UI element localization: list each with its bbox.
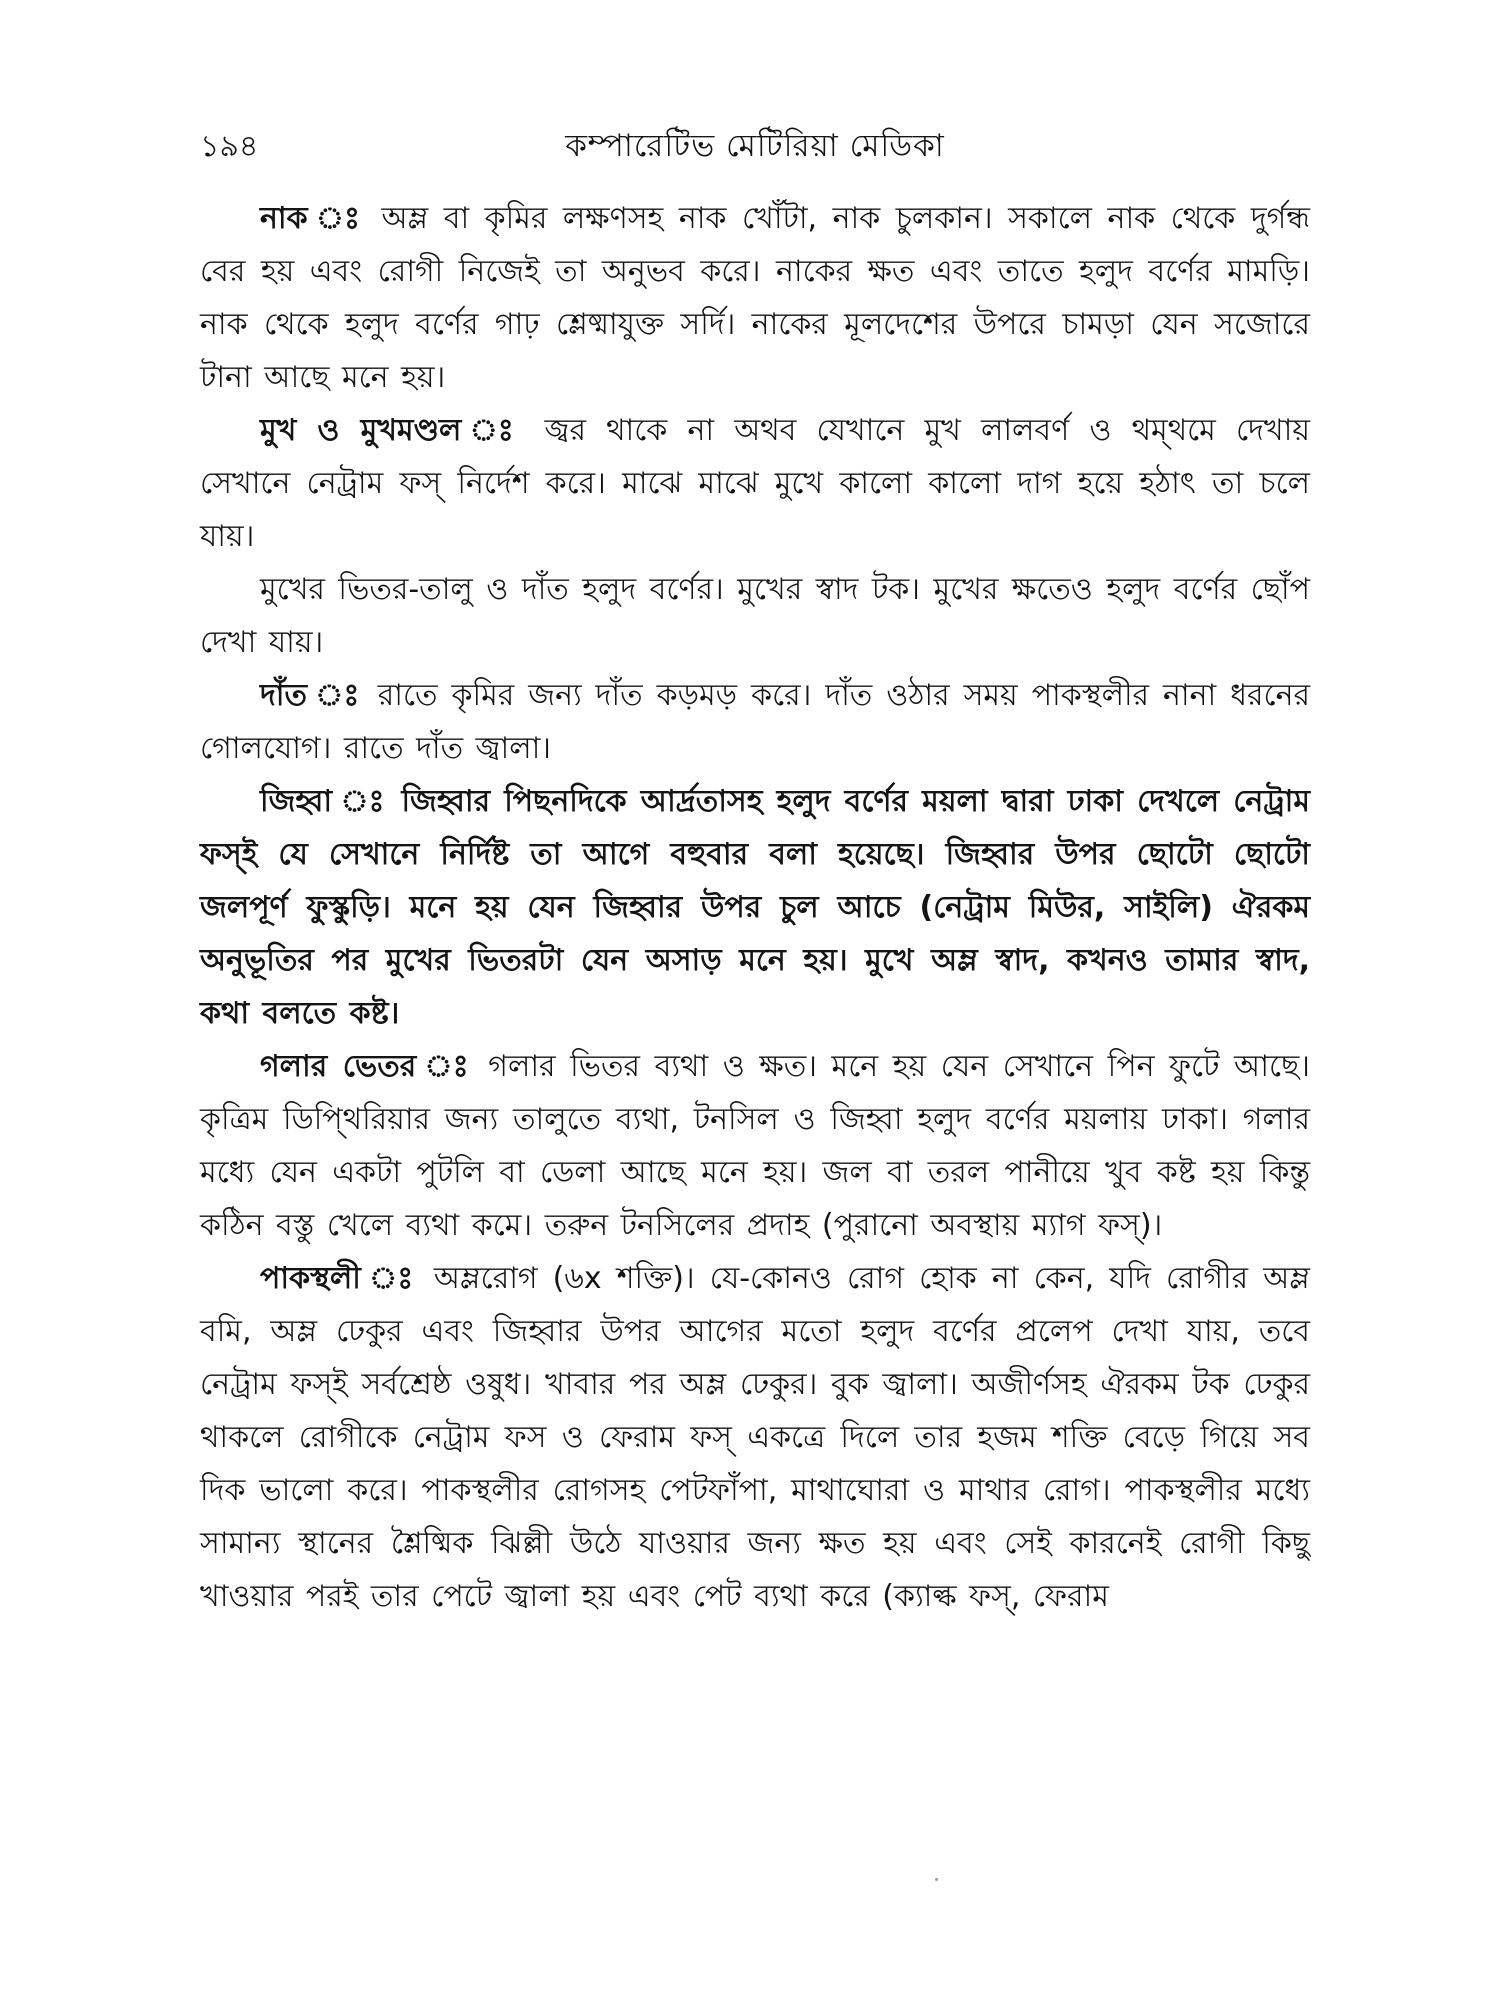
running-title: কম্পারেটিভ মেটিরিয়া মেডিকা — [565, 128, 945, 164]
book-page — [200, 112, 1310, 1972]
paragraph-text: গলার ভিতর ব্যথা ও ক্ষত। মনে হয় যেন সেখানে পিন ফুটে আছে। কৃত্রিম ডিপ্থিরিয়ার জন্য তালুতে ব্যথা, টনসিল ও জিহ্বা হলুদ বর্ণের ময়লায় ঢাকা। গলার মধ্যে যেন একটা পুটলি বা ডেলা আছে মনে হয়। জল বা তরল পানীয়ে খুব কষ্ট হয় কিন্তু কঠিন বস্তু খেলে ব্যথা কমে। তরুন টনসিলের প্রদাহ (পুরানো অবস্থায় ম্যাগ ফস্‌)। — [200, 1049, 1310, 1243]
paragraph-heading: মুখ ও মুখমণ্ডল ঃ — [260, 413, 525, 448]
paragraph-text: জিহ্বার পিছনদিকে আর্দ্রতাসহ হলুদ বর্ণের ময়লা দ্বারা ঢাকা দেখলে নেট্রাম ফস্‌ই যে সেখানে নির্দিষ্ট তা আগে বহুবার বলা হয়েছে। জিহ্বার উপর ছোটো ছোটো জলপূর্ণ ফুস্কুড়ি। মনে হয় যেন জিহ্বার উপর চুল আচে (নেট্রাম মিউর, সাইলি) ঐরকম অনুভূতির পর মুখের ভিতরটা যেন অসাড় মনে হয়। মুখে অম্ল স্বাদ, কখনও তামার স্বাদ, কথা বলতে কষ্ট। — [200, 784, 1310, 1031]
paragraph-text: অম্ল বা কৃমির লক্ষণসহ নাক খোঁটা, নাক চুলকান। সকালে নাক থেকে দুর্গন্ধ বের হয় এবং রোগী নিজেই তা অনুভব করে। নাকের ক্ষত এবং তাতে হলুদ বর্ণের মামড়ি। নাক থেকে হলুদ বর্ণের গাঢ় শ্লেষ্মাযুক্ত সর্দি। নাকের মূলদেশের উপরে চামড়া যেন সজোরে টানা আছে মনে হয়। — [200, 201, 1310, 395]
paragraph-heading: গলার ভেতর ঃ — [260, 1049, 474, 1084]
paragraph-text: মুখের ভিতর-তালু ও দাঁত হলুদ বর্ণের। মুখের স্বাদ টক। মুখের ক্ষতেও হলুদ বর্ণের ছোঁপ দেখা যায়। — [200, 572, 1310, 660]
paragraph-heading: দাঁত ঃ — [260, 678, 364, 713]
paragraph-tongue — [200, 775, 1310, 1040]
paragraph-text: জ্বর থাকে না অথব যেখানে মুখ লালবর্ণ ও থম্‌থমে দেখায় সেখানে নেট্রাম ফস্‌ নির্দেশ করে। মাঝে মাঝে মুখে কালো কালো দাগ হয়ে হঠাৎ তা চলে যায়। — [200, 413, 1311, 554]
paragraph-stomach — [200, 1252, 1310, 1623]
paragraph-nose — [200, 192, 1310, 404]
paragraph-face — [200, 404, 1310, 563]
paragraph-text: রাতে কৃমির জন্য দাঁত কড়মড় করে। দাঁত ওঠার সময় পাকস্থলীর নানা ধরনের গোলযোগ। রাতে দাঁত জ্বালা। — [200, 678, 1310, 766]
paragraph-heading: নাক ঃ — [260, 201, 366, 236]
page-header — [200, 112, 1310, 184]
paragraph-text: অম্লরোগ (৬x শক্তি)। যে-কোনও রোগ হোক না কেন, যদি রোগীর অম্ল বমি, অম্ল ঢেকুর এবং জিহ্বার উপর আগের মতো হলুদ বর্ণের প্রলেপ দেখা যায়, তবে নেট্রাম ফস্‌ই সর্বশ্রেষ্ঠ ওষুধ। খাবার পর অম্ল ঢেকুর। বুক জ্বালা। অজীর্ণসহ ঐরকম টক ঢেকুর থাকলে রোগীকে নেট্রাম ফস ও ফেরাম ফস্‌ একত্রে দিলে তার হজম শক্তি বেড়ে গিয়ে সব দিক ভালো করে। পাকস্থলীর রোগসহ পেটফাঁপা, মাথাঘোরা ও মাথার রোগ। পাকস্থলীর মধ্যে সামান্য স্থানের শ্লৈষ্মিক ঝিল্লী উঠে যাওয়ার জন্য ক্ষত হয় এবং সেই কারনেই রোগী কিছু খাওয়ার পরই তার পেটে জ্বালা হয় এবং পেট ব্যথা করে (ক্যাল্ক ফস্‌, ফেরাম — [200, 1261, 1310, 1614]
paragraph-heading: পাকস্থলী ঃ — [260, 1261, 419, 1296]
scan-speck — [935, 1878, 938, 1881]
page-number: ১৯৪ — [200, 129, 259, 164]
paragraph-heading: জিহ্বা ঃ — [260, 784, 389, 819]
paragraph-throat — [200, 1040, 1310, 1252]
paragraph-teeth — [200, 669, 1310, 775]
paragraph-mouth — [200, 563, 1310, 669]
